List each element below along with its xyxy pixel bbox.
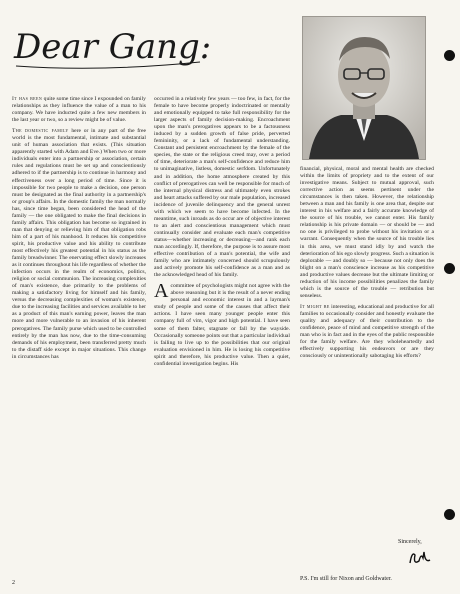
- salutation-script: [12, 20, 212, 74]
- punch-hole: [444, 263, 455, 274]
- drop-cap: A: [154, 280, 169, 303]
- signature-icon: [407, 549, 433, 567]
- author-portrait: [302, 16, 426, 160]
- paragraph: [12, 128, 146, 361]
- punch-hole: [444, 509, 455, 520]
- paragraph: [300, 166, 434, 300]
- lead-in: It has been: [12, 96, 43, 102]
- paragraph-text: financial, physical, moral and mental health are checked within the limits of propriety and to the extent of our investigative means. Subject to mutual approval, such corrective action as seems pertinent under the circumstances is then taken. However, the relationship between a man and his family is one area that, despite our interest in his welfare and a fairly accurate knowledge of the source of his trouble, we cannot enter. His family relationship is his private domain — or should be — and no one is privileged to probe without his invitation or a warrant. Consequently when the source of his trouble lies in this area, we must stand idly by and watch the deterioration of his ego slowly progress. Such a situation is deplorable — and doubly so — because not only does the blight on a man's conscience increase as his competitive and productive values decrease but the ultimate limiting or reduction of his income possibilities penalizes the family which is the source of the trouble — retribution but senseless.: [300, 166, 434, 299]
- punch-hole: [444, 50, 455, 61]
- paragraph: [154, 280, 290, 368]
- lead-in: The domestic family: [12, 128, 69, 135]
- text-column-2: [154, 96, 290, 372]
- paragraph: [154, 96, 290, 279]
- paragraph-text: here or in any part of the free world is the most fundamental, intimate and substantial unit of human association that exists. (This situation apparently started with Adam and Eve.) When two or more individuals enter into a partnership or association, certain rules and regulations must be set up and conscientiously adhered to if the partnership is to continue in harmony and effectiveness over a long period of time. Since it is impossible for two people to make a decision, one person must be designated as the final authority in a partnership's or group's affairs. In the domestic family the man normally has, since time began, been considered the head of the family — the one obligated to make the final decisions in family affairs. This obligation has become so ingrained in man that denying or relieving him of that obligation robs him of a part of his manhood. It reduces his competitive spirit, his productive value and his ability to contribute most effectively his greatest potential in his status as the family breadwinner. The enervating effect slowly increases as it continues throughout his life regardless of whether the infection occurs in the realm of economics, politics, religion or social communion. The increasing complexities of man's existence, due primarily to the problems of making a satisfactory living for himself and his family, versus the decreasing complexities of woman's existence, due to the increasing facilities and services available to her as a product of this man's earning power, leaves the man more and more vulnerable to an invasion of his inherent prerogatives. The family purse which used to be controlled entirely by the man has now, due to the time-consuming demands of his employment, been transferred pretty much to the distaff side except in major situations. This change in circumstances has: [12, 128, 146, 360]
- page-number: 2: [12, 580, 15, 586]
- paragraph-text: interesting, educational and productive for all families to occasionally consider and honestly evaluate the quality and adequacy of their contribution to the confidence, peace of mind and competitive strength of the man who is in fact and in the eyes of the public responsible for the family welfare. Are they wholeheartedly and effectively supporting his endeavors or are they consciously or unintentionally sabotaging his efforts?: [300, 303, 434, 360]
- salutation-text: Dear Gang:: [14, 27, 212, 67]
- text-column-3: [300, 166, 434, 364]
- paragraph-text: committee of psychologists might not agree with the above reasoning but it is the result of a never ending personal and economic interest in and a layman's study of people and some of the causes that affect their actions. I have seen many younger people enter this company full of vim, vigor and high potential. I have seen some of them falter, stagnate or fall by the wayside. Occasionally someone points out that a particular individual is failing to live up to the possibilities that our original evaluation envisioned in him. He is losing his competitive spirit and therefore, his productive value. Then a quiet, confidential investigation begins. His: [154, 283, 290, 367]
- paragraph-text: occurred in a relatively few years — too few, in fact, for the female to have become properly indoctrinated or mentally and emotionally equipped to take full responsibility for the larger aspects of family decision-making. Encroachment upon the man's prerogatives appears to be a factousness induced by a sudden growth of false pride, perverted femininity, or a lack of fundamental understanding. Constant and persistent encroachment by the female of the species, the state or the religious creed may, over a period of time, deteriorate a man's self-confidence and reduce him to unimaginative, listless, domestic serfdom. Unfortunately and in addition, the home atmosphere created by this conflict of prerogatives can well be responsible for much of the internal physical distress and ultimately even strokes and heart attacks suffered by our male population, increased incidence of juvenile delinquency and the general unrest with which we seem to have become infected. In the meantime, such inroads as do occur are of objective interest to an alert and conscientious management which must continually consider and evaluate each man's competitive status—whether increasing or decreasing—and rank each man accordingly. If, therefore, the purpose is to assure most effective contribution of a man's potential, the wife and family who are intimately concerned should scrupulously and actively promote his self-confidence as a man and as the acknowledged head of his family.: [154, 96, 290, 279]
- text-column-1: [12, 96, 146, 365]
- paragraph-text: quite some time since I expounded on family relationships as they influence the value of a man to his company. We have inducted quite a few new members in the last year or two, so a review might be of value.: [12, 96, 146, 124]
- portrait-photo-icon: [303, 17, 425, 159]
- lead-in: It might be: [300, 303, 330, 310]
- paragraph: [300, 304, 434, 360]
- paragraph: [12, 96, 146, 124]
- signature: [407, 549, 433, 567]
- handwritten-salutation: [12, 20, 212, 74]
- closing: Sincerely,: [398, 539, 422, 545]
- postscript: P.S. I'm still for Nixon and Goldwater.: [300, 576, 392, 582]
